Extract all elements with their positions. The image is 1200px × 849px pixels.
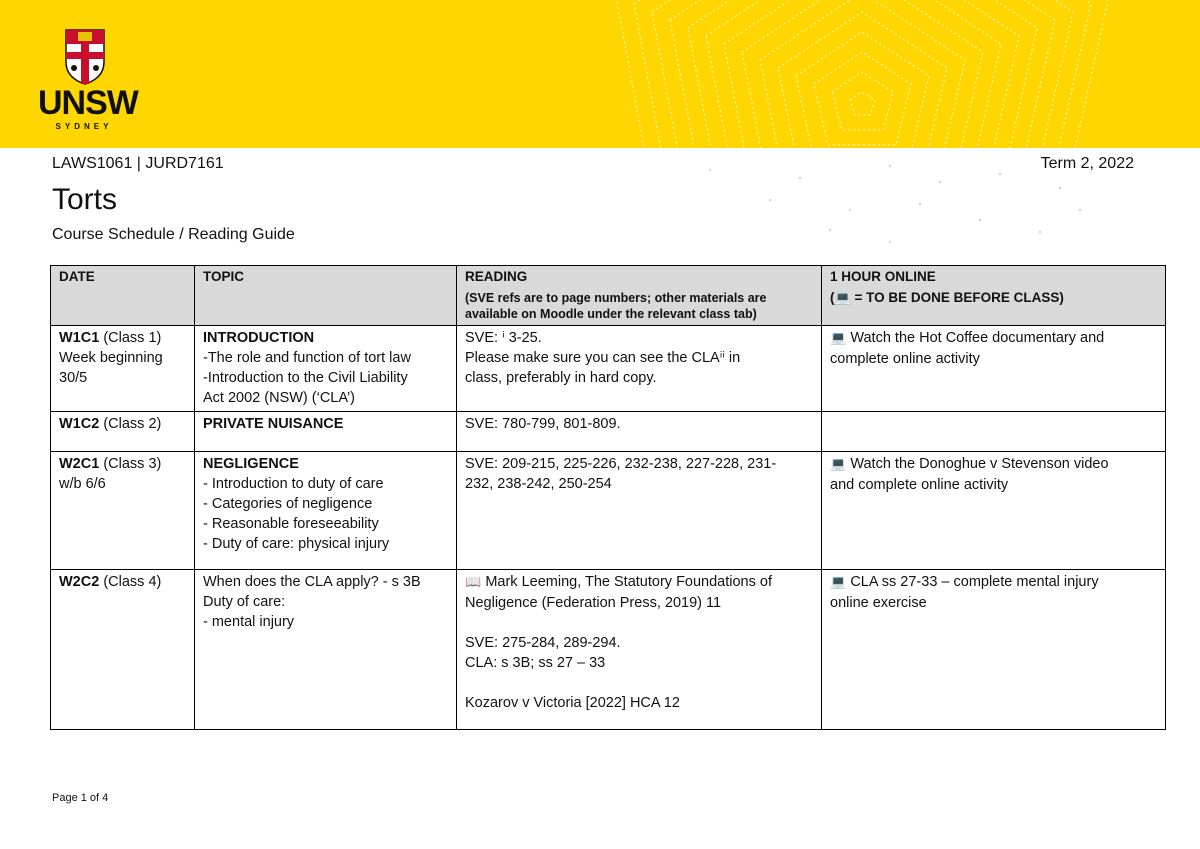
laptop-icon: 💻 <box>830 575 851 590</box>
online-cell <box>822 570 1166 730</box>
reading-line: class, preferably in hard copy. <box>465 370 657 386</box>
crest-icon <box>64 28 106 86</box>
table-row <box>51 452 1166 570</box>
reading-cell <box>457 452 822 570</box>
online-line: online exercise <box>830 595 927 611</box>
decorative-pattern <box>600 0 1200 148</box>
page-number: Page 1 of 4 <box>52 792 109 804</box>
online-cell <box>822 326 1166 412</box>
header-topic: TOPIC <box>195 266 457 326</box>
online-line: 💻 Watch the Hot Coffee documentary and <box>830 330 1105 346</box>
topic-line: -The role and function of tort law <box>203 350 411 366</box>
header-reading-note: (SVE refs are to page numbers; other materials are available on Moodle under the relevant class tab) <box>465 291 767 321</box>
date-code: W2C2 <box>59 574 100 590</box>
book-icon: 📖 <box>465 575 486 590</box>
header-reading <box>457 266 822 326</box>
table-row <box>51 412 1166 452</box>
table-row <box>51 570 1166 730</box>
date-label: W2C1 (Class 3) <box>59 456 162 472</box>
header-reading-label: READING <box>465 269 528 284</box>
header-online-label: 1 HOUR ONLINE <box>830 269 936 284</box>
topic-line: When does the CLA apply? - s 3B <box>203 574 421 590</box>
topic-line: -Introduction to the Civil Liability <box>203 370 408 386</box>
reading-line: SVE: 275-284, 289-294. <box>465 635 621 651</box>
date-code: W2C1 <box>59 456 100 472</box>
topic-cell <box>195 570 457 730</box>
page-title: Torts <box>52 183 118 216</box>
date-extra: w/b 6/6 <box>59 476 106 492</box>
topic-cell <box>195 412 457 452</box>
reading-cell <box>457 326 822 412</box>
unsw-logo <box>38 28 138 140</box>
table-row <box>51 326 1166 412</box>
reading-line: SVE: 780-799, 801-809. <box>465 416 621 432</box>
laptop-icon: 💻 <box>834 291 851 306</box>
topic-line: - mental injury <box>203 614 295 630</box>
reading-line: 232, 238-242, 250-254 <box>465 476 612 492</box>
topic-heading: INTRODUCTION <box>203 330 315 346</box>
date-extra: Week beginning <box>59 350 163 366</box>
date-label: W1C1 (Class 1) <box>59 330 162 346</box>
header-date: DATE <box>51 266 195 326</box>
topic-line: Act 2002 (NSW) (‘CLA’) <box>203 390 356 406</box>
date-code: W1C2 <box>59 416 100 432</box>
header-banner <box>0 0 1200 148</box>
reading-line: Kozarov v Victoria [2022] HCA 12 <box>465 695 680 711</box>
reading-line: 📖 Mark Leeming, The Statutory Foundations of <box>465 574 772 590</box>
topic-line: - Reasonable foreseeability <box>203 516 379 532</box>
schedule-table <box>50 265 1166 730</box>
date-code: W1C1 <box>59 330 100 346</box>
logo-wordmark: UNSW <box>38 84 138 122</box>
reading-line: Please make sure you can see the CLAⁱⁱ in <box>465 350 741 366</box>
logo-subtext: SYDNEY <box>55 122 113 131</box>
page-subtitle: Course Schedule / Reading Guide <box>52 226 295 243</box>
topic-line: - Duty of care: physical injury <box>203 536 390 552</box>
reading-line: Negligence (Federation Press, 2019) 11 <box>465 595 722 611</box>
topic-line: - Introduction to duty of care <box>203 476 384 492</box>
online-cell <box>822 452 1166 570</box>
course-code: LAWS1061 | JURD7161 <box>52 155 224 172</box>
laptop-icon: 💻 <box>830 331 851 346</box>
header-online-note: (💻 = TO BE DONE BEFORE CLASS) <box>830 290 1064 306</box>
reading-line: CLA: s 3B; ss 27 – 33 <box>465 655 606 671</box>
topic-cell <box>195 326 457 412</box>
reading-cell <box>457 570 822 730</box>
date-cell <box>51 570 195 730</box>
header-online <box>822 266 1166 326</box>
reading-line: SVE: ⁱ 3-25. <box>465 330 542 346</box>
topic-heading: PRIVATE NUISANCE <box>203 416 344 432</box>
date-label: W2C2 (Class 4) <box>59 574 162 590</box>
term-label: Term 2, 2022 <box>1040 155 1134 172</box>
spacer <box>465 613 813 633</box>
date-label: W1C2 (Class 2) <box>59 416 162 432</box>
online-line: and complete online activity <box>830 477 1009 493</box>
decorative-dots <box>680 160 1100 250</box>
date-extra: 30/5 <box>59 370 88 386</box>
topic-line: Duty of care: <box>203 594 286 610</box>
reading-cell <box>457 412 822 452</box>
date-cell <box>51 412 195 452</box>
online-line: 💻 Watch the Donoghue v Stevenson video <box>830 456 1109 472</box>
date-cell <box>51 326 195 412</box>
reading-line: SVE: 209-215, 225-226, 232-238, 227-228, 231- <box>465 456 777 472</box>
online-line: complete online activity <box>830 351 980 367</box>
laptop-icon: 💻 <box>830 457 851 472</box>
topic-line: - Categories of negligence <box>203 496 373 512</box>
online-cell <box>822 412 1166 452</box>
spacer <box>465 673 813 693</box>
date-cell <box>51 452 195 570</box>
online-line: 💻 CLA ss 27-33 – complete mental injury <box>830 574 1099 590</box>
topic-cell <box>195 452 457 570</box>
topic-heading: NEGLIGENCE <box>203 456 299 472</box>
table-header-row <box>51 266 1166 326</box>
